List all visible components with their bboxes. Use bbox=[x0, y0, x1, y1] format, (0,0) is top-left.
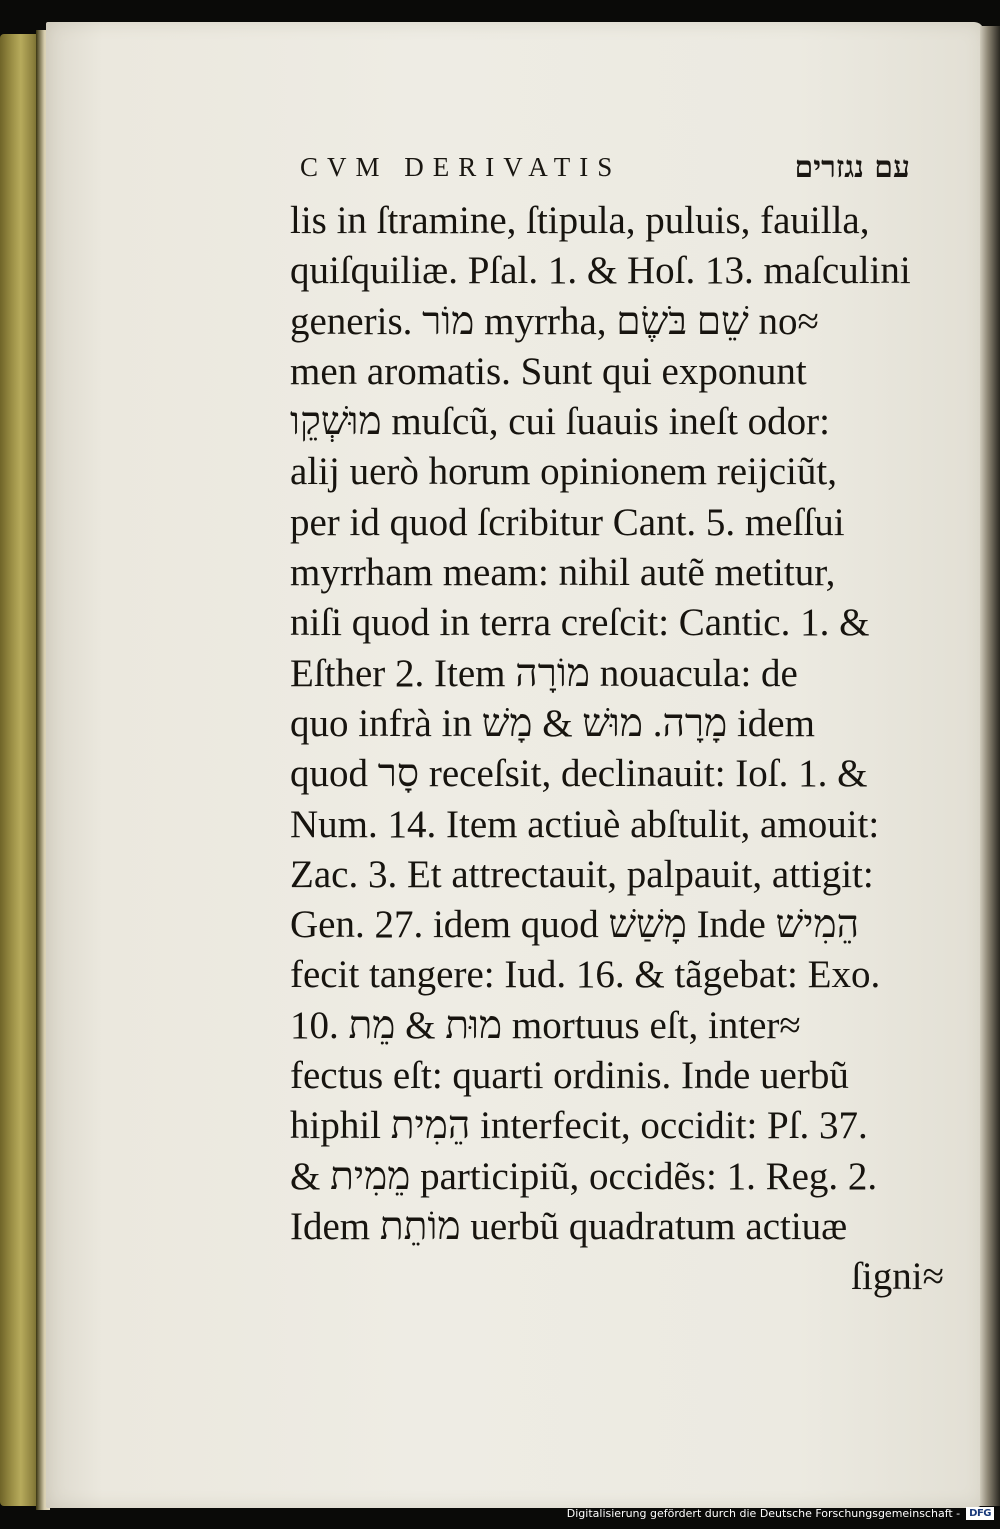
text-line: generis. מוֹר myrrha, שֵׁם בֹּשֶׂם no≈ bbox=[290, 299, 819, 343]
text-line: Idem מוֹתֵת uerbũ quadratum actiuæ bbox=[290, 1204, 848, 1248]
text-line: alij uerò horum opinionem reijciũt, bbox=[290, 450, 837, 494]
text-line: Num. 14. Item actiuè abſtulit, amouit: bbox=[290, 802, 880, 846]
running-header-hebrew: עם נגזרים bbox=[794, 150, 910, 185]
text-line: quod סָר receſsit, declinauit: Ioſ. 1. & bbox=[290, 752, 868, 796]
funding-footer bbox=[567, 1503, 994, 1523]
catchword: ſigni≈ bbox=[851, 1255, 944, 1299]
text-line: 10. מוּת & מֵת mortuus eſt, inter≈ bbox=[290, 1003, 801, 1047]
text-line: niſi quod in terra creſcit: Cantic. 1. & bbox=[290, 601, 870, 645]
text-line: per id quod ſcribitur Cant. 5. meſſui bbox=[290, 500, 845, 544]
text-line: hiphil הֵמִית interfecit, occidit: Pſ. 37. bbox=[290, 1104, 868, 1148]
text-line: fectus eſt: quarti ordinis. Inde uerbũ bbox=[290, 1054, 849, 1098]
text-line: & מֵמִית participiũ, occidẽs: 1. Reg. 2. bbox=[290, 1154, 878, 1198]
text-line: myrrham meam: nihil autẽ metitur, bbox=[290, 551, 836, 595]
text-line: men aromatis. Sunt qui exponunt bbox=[290, 349, 807, 393]
body-text bbox=[290, 196, 950, 1303]
funding-note: Digitalisierung gefördert durch die Deutsche Forschungsgemeinschaft - bbox=[566, 1506, 961, 1520]
text-line: Zac. 3. Et attrectauit, palpauit, attigit: bbox=[290, 852, 874, 896]
running-header-latin: CVM DERIVATIS bbox=[300, 152, 622, 182]
text-line: Gen. 27. idem quod מָשַׁשׁ Inde הֵמִישׁ bbox=[290, 903, 860, 947]
dfg-logo: DFG bbox=[966, 1507, 994, 1520]
page-edge bbox=[980, 26, 1000, 1506]
text-line: quo infrà in מָרָה. מוּשׁ & מָשׁ idem bbox=[290, 701, 815, 745]
text-line: מוּשְׁקֵו muſcũ, cui ſuauis ineſt odor: bbox=[290, 400, 830, 444]
text-line: lis in ſtramine, ſtipula, puluis, fauilla, bbox=[290, 199, 870, 242]
text-line: quiſquiliæ. Pſal. 1. & Hoſ. 13. maſculini bbox=[290, 249, 911, 293]
running-header bbox=[300, 150, 910, 192]
text-line: Eſther 2. Item מוֹרָה nouacula: de bbox=[290, 651, 798, 695]
text-line: fecit tangere: Iud. 16. & tãgebat: Exo. bbox=[290, 953, 881, 997]
